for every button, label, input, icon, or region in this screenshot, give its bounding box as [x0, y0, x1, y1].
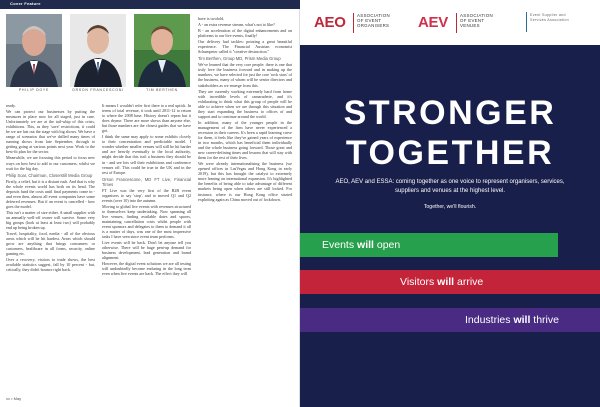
portrait-tim-berthen — [134, 14, 190, 87]
logo-line: Services Association — [530, 18, 569, 22]
page-folio: xx • May — [6, 396, 22, 401]
portrait-philip-doye — [6, 14, 62, 87]
aev-logo: AEV — [418, 14, 448, 31]
paragraph: A - an extra revenue stream, what's not to like? — [198, 22, 275, 28]
essa-name — [530, 13, 572, 23]
aeo-name — [357, 14, 390, 28]
logo-line: ASSOCIATION — [357, 13, 390, 18]
advert-tagline-2: Together, we'll flourish. — [423, 204, 477, 210]
band-prefix: Industries — [465, 314, 511, 326]
logo-strip — [300, 0, 600, 45]
paragraph: B - an acceleration of the digital enhancements and on platforms to our live events, finally! — [198, 28, 292, 39]
band-suffix: arrive — [457, 276, 484, 288]
right-page-advert — [300, 0, 600, 407]
section-label: Cover Feature — [10, 1, 41, 6]
band-prefix: Visitors — [400, 276, 435, 288]
article-column-2 — [102, 103, 191, 277]
paragraph: Firstly, a relief, but it is a distant rush. And that is why the whole events world has both on its head. The deposits fund the costs until final payments come in - and even then, almost all event companies have some deferred revenues. But if an event is cancelled - how goes the model. — [6, 178, 95, 209]
headline-line: STRONGER — [343, 94, 557, 132]
logo-line: VENUES — [460, 22, 480, 28]
band-bold: will — [357, 239, 374, 251]
band-events — [300, 233, 558, 257]
logo-line: ASSOCIATION — [460, 13, 493, 18]
section-strip — [0, 0, 300, 9]
paragraph: This isn't a matter of size either. A small supplier with an annually well-off owner will survive. Some very big groups (look at least at least two) will probably end up being broken up. — [6, 209, 95, 231]
advert-panel — [300, 45, 600, 407]
band-suffix: open — [376, 239, 401, 251]
paragraph: ready. — [6, 103, 16, 108]
band-visitors — [300, 270, 600, 294]
paragraph: We've learned that the very core people: there is one that truly love the business forward and in making up the numbers, we have selected for just the core 'rock stars' of the business, many of whom will be senior directors and stakeholders as we emerge from this. — [198, 62, 292, 88]
portrait-caption: PHILIP DOYE — [18, 88, 50, 92]
article-column-3 — [198, 16, 292, 203]
logo-line: OF EVENT — [357, 17, 382, 23]
portrait-caption: TIM BERTHEN — [146, 88, 178, 92]
speaker-heading: Orson Francescone, MD FT Live, Financial Times — [102, 176, 191, 187]
paragraph: Our delivery had tackles: pointing a great beautiful experience. The Financial Austrian economist Schumpeter called it "creative destruction." — [198, 39, 292, 55]
logo-divider — [456, 13, 457, 33]
band-bold: will — [513, 314, 531, 326]
logo-divider — [526, 12, 527, 32]
paragraph: They are currently working extremely hard from home with incredible levels of camaraderie, and it's exhilarating to think what this group of people will be able to achieve when we are through this situation and they start expanding the business to offices of and support and to continue around the world. — [198, 88, 292, 119]
portrait-orson-francesconi — [70, 14, 126, 87]
band-bold: will — [437, 276, 455, 288]
paragraph: In addition, many of the younger people in the management of the firm have never experienced a recession in their careers. It's been a rapid learning curve for them, it feels like they've gained years of experience in two months, which has beneficial them individually and the whole business going forward. Those great and new career-defining times and lessons that will stay with them for the rest of their lives. — [198, 119, 292, 161]
headline-line: TOGETHER — [345, 134, 555, 172]
paragraph: Meanwhile, we are focusing this period to focus new ways on how best to add to our customers, whilst we wait for the big day. — [6, 155, 95, 171]
portrait-caption: ORSON FRANCESCONI — [72, 88, 124, 92]
portrait-row — [6, 14, 191, 94]
paragraph: have is twofold. — [198, 16, 225, 21]
advert-headline — [322, 93, 578, 173]
advert-tagline: AEO, AEV and ESSA: coming together as one voice to represent organisers, services, suppliers and venues at the highest level. — [335, 179, 565, 194]
paragraph: Live events will be back. Don't let anyone tell you otherwise. There will be huge pent-up demand for business development, lead generation and brand alignment. — [102, 240, 191, 261]
paragraph: We were already internationalising the business (we opened offices in LasVegas and Hong Kong in early 2019), but this has brought the catalyst to extremely more leaning on international expansion. It's highlighted the benefits of being able to take advantage of different markets being open when others are still locked. For instance, where is our Hong Kong office started exploiting again as China moved out of lockdown. — [198, 161, 292, 202]
aev-name — [460, 14, 493, 28]
speaker-heading: Tim Berthen, Group MD, Prism Media Group — [198, 56, 281, 62]
band-suffix: thrive — [533, 314, 559, 326]
logo-divider — [353, 13, 354, 33]
speaker-heading: Philip Soar, Chairman, Closerstill Media Group — [6, 172, 93, 178]
band-industries — [300, 308, 600, 332]
article-column-1 — [6, 103, 95, 273]
aeo-logo: AEO — [314, 14, 346, 31]
band-prefix: Events — [322, 239, 355, 251]
paragraph: However, the digital event solutions we are all testing will undoubtedly become enduring in the long term even when live events are back. The effect they will — [102, 261, 191, 277]
logo-line: OF EVENT — [460, 17, 485, 23]
paragraph: Moving to global live events with revenues structured to themselves keep undertaking. Now spanning all live venues, finding available dates and spaces, maintaining cancellation costs whilst people with event sponsors and delegates to them to demand it all is a matter of days, was one of the most impressive tasks I have seen since event team performs. — [102, 203, 191, 240]
paragraph: We can protect our businesses by putting the measures in place now for all staged, just in case. Unfortunately we are at the tail-whip of this crisis, exhibitions. This, as they 'save' restrictions, it could be we are last out the stage with big shows. We have a range of scenarios that we've drilled many times of running shows from late September, through to getting going at various points next year. Work to the best-fit plan for the sector. — [6, 109, 95, 155]
paragraph: I think the same may apply to some exhibits closely to their concentration and predictable model. I wonder whether smaller venues will still be hit harder and are heavily eventually to the local authority, might decide that this isn't a business they should be in - and see lots sell their exhibitions and conference venues off. This could be true in the UK and in the rest of Europe. — [102, 134, 191, 175]
logo-line: ORGANISERS — [357, 22, 390, 28]
paragraph: Over a recovery, visitors to trade shows, the best available statistics suggest, fall by 10 percent - but, critically, they didn't bounce right back. — [6, 257, 95, 273]
paragraph: FT Live was the very first of the B2B event organisers to say 'stop', and to moved Q1 and Q2 events (over 10) into the autumn. — [102, 187, 191, 203]
paragraph: It means I wouldn't refer first there to a real uptick. In terms of total revenue, it took until 2011-12 to return to where the 2008 base. History doesn't repeat but it does rhyme. There are more shows than anyone else, but those numbers are the closest guides that we have got. — [102, 103, 191, 134]
paragraph: Travel, hospitality, food, media - all of the obvious areas which will be hit hardest. Areas which should grow are anything that brings consumers or customers, healthcare in all forms, security, online gaming etc. — [6, 231, 95, 257]
logo-line: Event Supplier and — [530, 13, 566, 17]
